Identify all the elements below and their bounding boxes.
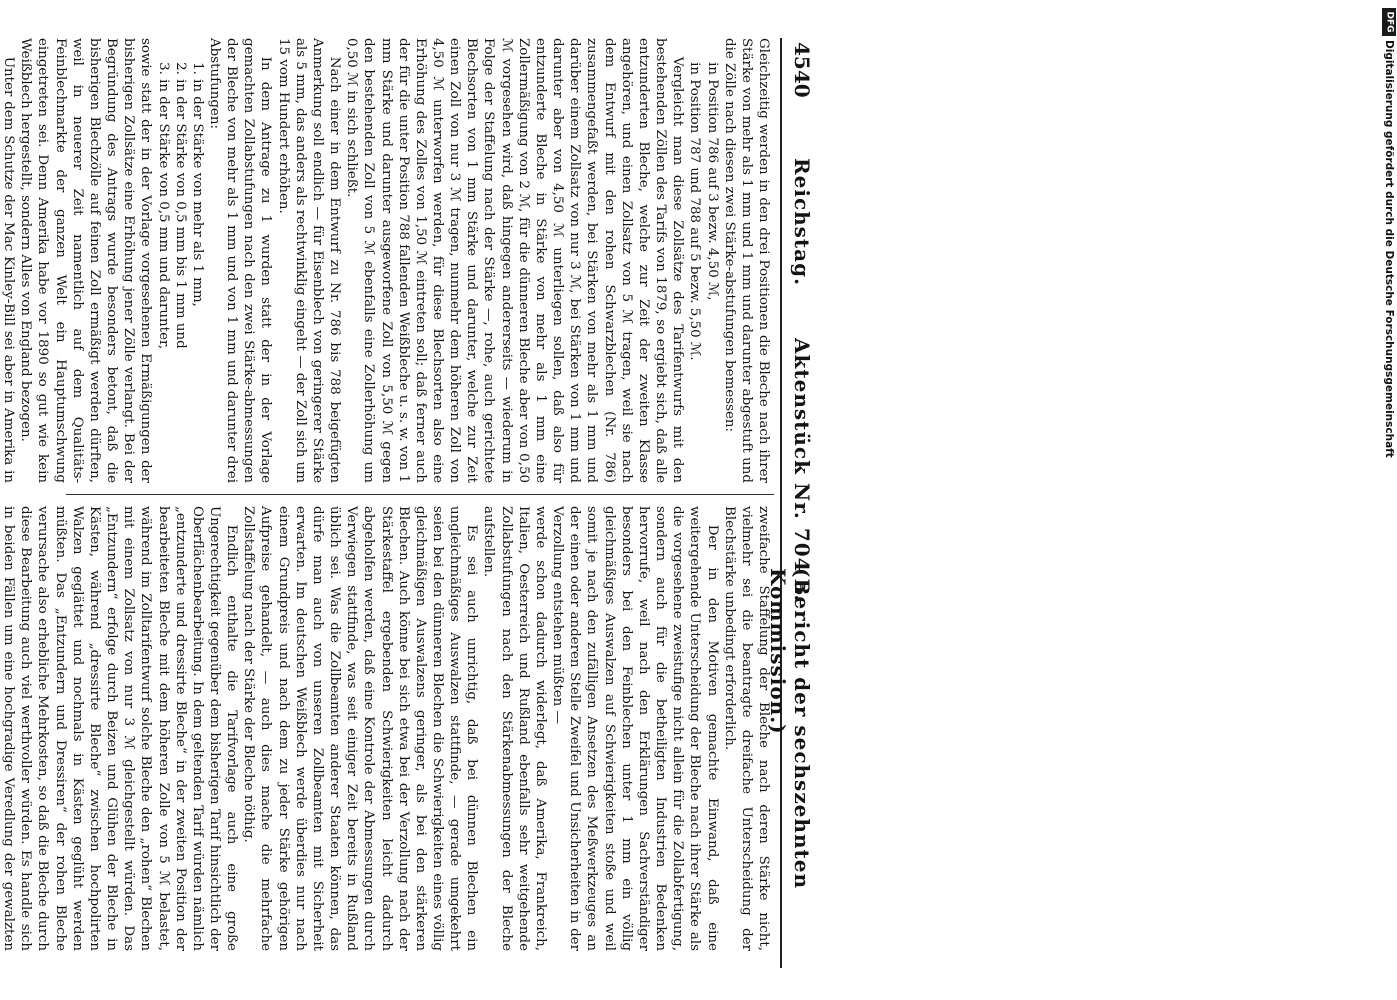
page-number: 4540 — [790, 42, 814, 98]
paragraph: 1. in der Stärke von mehr als 1 mm, — [189, 62, 205, 307]
paragraph: Gleichzeitig werden in den drei Positionen die Bleche nach ihrer Stärke von mehr als 1 mm und 1 mm und darunter abgestuft und die Zölle nach diesen zwei Stärke-abstufungen bemessen: — [721, 38, 771, 483]
paragraph: 3. in der Stärke von 0,5 mm und darunter, — [155, 62, 171, 350]
header-bericht: (Bericht der sechszehnten Kommission.) — [766, 568, 814, 889]
paragraph: In dem Antrage zu 1 wurden statt der in der Vorlage gemachten Zollabstufungen nach den zwei Stärke-abmessungen der Bleche von mehr als 1 mm und von 1 mm und darunter drei Abstufungen: — [207, 38, 274, 483]
column-divider — [66, 494, 774, 495]
paragraph: Unter dem Schutze der Mac Kinley-Bill sei aber in Amerika in — [1, 56, 17, 483]
rotated-page — [1, 38, 820, 968]
left-text-column — [1, 38, 772, 483]
paragraph: Der in den Motiven gemachte Einwand, daß eine weitergehende Unterscheidung der Bleche nach ihrer Stärke als die vorgesehene zweistufige nicht allein für die Zollabfertigung, sondern auch für die betheiligten Industrien Bedenken hervorrufe, weil nach den Erklärungen Sachverständiger besonders bei den Feinblechen unter 1 mm ein völlig gleichmäßiges Auswalzen auf Schwierigkeiten stoße und weil somit je nach den zufälligen Ansetzen des Meßwerkzeuges an der einen oder anderen Stelle Zweifel und Unsicherheiten in der Verzollung entstehen müßten — — [550, 506, 720, 951]
credit-text: Digitalisierung gefördert durch die Deutsche Forschungsgemeinschaft — [1383, 40, 1395, 458]
paragraph: Es sei auch unrichtig, daß bei dünnen Blechen ein ungleichmäßiges Auswalzen stattfinde, — gerade umgekehrt seien bei den dünneren Blechen die Schwierigkeiten eines völlig gleichmäßigen Auswalzens geringer, als bei den stärkeren Blechen. Auch könne bei sich etwa bei der Verzollung nach der Stärkestaffel ergebenden Schwierigkeiten leicht dadurch abgeholfen werden, daß eine Kontrole der Abmessungen durch Verwiegen stattfinde, was seit einiger Zeit bereits in Rußland üblich sei. Was die Zollbeamten anderer Staaten können, das dürfe man auch von unseren Zollbeamten mit Sicherheit erwarten. Im deutschen Weißblech werde überdies nur nach einem Grundpreis und nach dem zu jeder Stärke gehörigen Aufpreise gehandelt, — auch dies mache die mehrfache Zollstaffelung nach der Stärke der Bleche nöthig. — [241, 506, 480, 951]
paragraph: 2. in der Stärke von 0,5 mm bis 1 mm und — [172, 62, 188, 349]
paragraph: Vergleicht man diese Zollsätze des Tarifentwurfs mit den bestehenden Zöllen des Tarifs von 1879, so ergiebt sich, daß alle entzunderten Bleche, welche zur Zeit der zweiten Klasse angehören, und einen Zollsatz von 5 ℳ tragen, weil sie nach dem Entwurf mit den rohen Schwarzblechen (Nr. 786) zusammengefaßt werden, bei Stärken von mehr als 1 mm und darüber einem Zollsatz von nur 3 ℳ, bei Stärken von 1 mm und darunter aber von 4,50 ℳ unterliegen sollen, daß also für entzunderte Bleche in Stärke von mehr als 1 mm eine Zollermäßigung von 2 ℳ, für die dünneren Bleche aber von 0,50 ℳ vorgesehen wird, daß hingegen andererseits — wiederum in Folge der Staffelung nach der Stärke —, rohe, auch gerichtete Blechsorten von 1 mm Stärke und darunter, welche zur Zeit einen Zoll von nur 3 ℳ tragen, nunmehr dem höheren Zoll von 4,50 ℳ unterworfen werden, für diese Blechsorten also eine Erhöhung des Zolles von 1,50 ℳ eintreten soll; daß ferner auch der für die unter Position 788 fallenden Weißbleche u. s. w. von 1 mm Stärke und darunter ausgeworfene Zoll von 5,50 ℳ gegen den bestehenden Zoll von 5 ℳ ebenfalls eine Zollerhöhung um 0,50 ℳ in sich schließt. — [344, 38, 686, 483]
paragraph: zweifache Staffelung der Bleche nach deren Stärke nicht, vielmehr sei die beantragte dreifache Unterscheidung der Blechstärke unbedingt erforderlich. — [721, 506, 771, 951]
header-reichstag: Reichstag. — [790, 158, 814, 287]
page-content — [1, 38, 820, 968]
paragraph: Endlich enthalte die Tarifvorlage auch eine große Ungerechtigkeit gegenüber dem bisherigen Tarif hinsichtlich der Oberflächenbearbeitung. In dem geltenden Tarif würden nämlich „entzunderte und dressirte Bleche“ in der zweiten Position der bearbeiteten Bleche mit dem höheren Zolle von 5 ℳ belastet, während im Zolltarifentwurf solche Bleche den „rohen“ Blechen mit einem Zollsatz von nur 3 ℳ gleichgestellt würden. Das „Entzundern“ erfolge durch Beizen und Glühen der Bleche in Kästen, während „dressirte Bleche“ zwischen hochpolirten Walzen geglättet und nochmals in Kästen geglüht werden müßten. Das „Entzundern und Dressiren“ der rohen Bleche verursache also erhebliche Mehrkosten, so daß die Bleche durch diese Bearbeitung auch viel werthvoller würden. Es handle sich in beiden Fällen um eine hochgradige Veredlung der gewalzten — [1, 506, 240, 951]
paragraph: sowie statt der in der Vorlage vorgesehenen Ermäßigungen der bisherigen Zollsätze eine Erhöhung jener Zölle verlangt. Bei der Begründung des Antrags wurde besonders betont, daß die bisherigen Blechzölle auf feinen Zoll ermäßigt werden dürften, weil in neuerer Zeit namentlich auf dem Qualitäts-Feinblechmarkte der ganzen Welt ein Hauptumschwung eingetreten sei. Denn Amerika habe vor 1890 so gut wie kein Weißblech hergestellt, sondern Alles von England bezogen. — [18, 38, 154, 483]
right-text-column — [1, 506, 772, 951]
paragraph: Nach einer in dem Entwurf zu Nr. 786 bis 788 beigefügten Anmerkung soll endlich — für Eisenblech von geringerer Stärke als 5 mm, das anders als rechtwinklig eingeht — der Zoll sich um 15 vom Hundert erhöhen. — [275, 38, 343, 483]
dfg-logo-text: DFG — [1384, 11, 1395, 33]
page-header — [766, 38, 820, 968]
paragraph: in Position 787 und 788 auf 5 bezw. 5,50 ℳ. — [687, 62, 703, 361]
header-aktenstueck: Aktenstück Nr. 704 a. — [790, 338, 814, 603]
digitization-credit — [1382, 10, 1396, 995]
paragraph: werde schon dadurch widerlegt, daß Amerika, Frankreich, Italien, Oesterreich und Rußland ebenfalls sehr weitgehende Zollabstufungen nach den Stärkenabmessungen der Bleche aufstellen. — [481, 506, 548, 951]
paragraph: in Position 786 auf 3 bezw. 4,50 ℳ, — [704, 62, 720, 301]
